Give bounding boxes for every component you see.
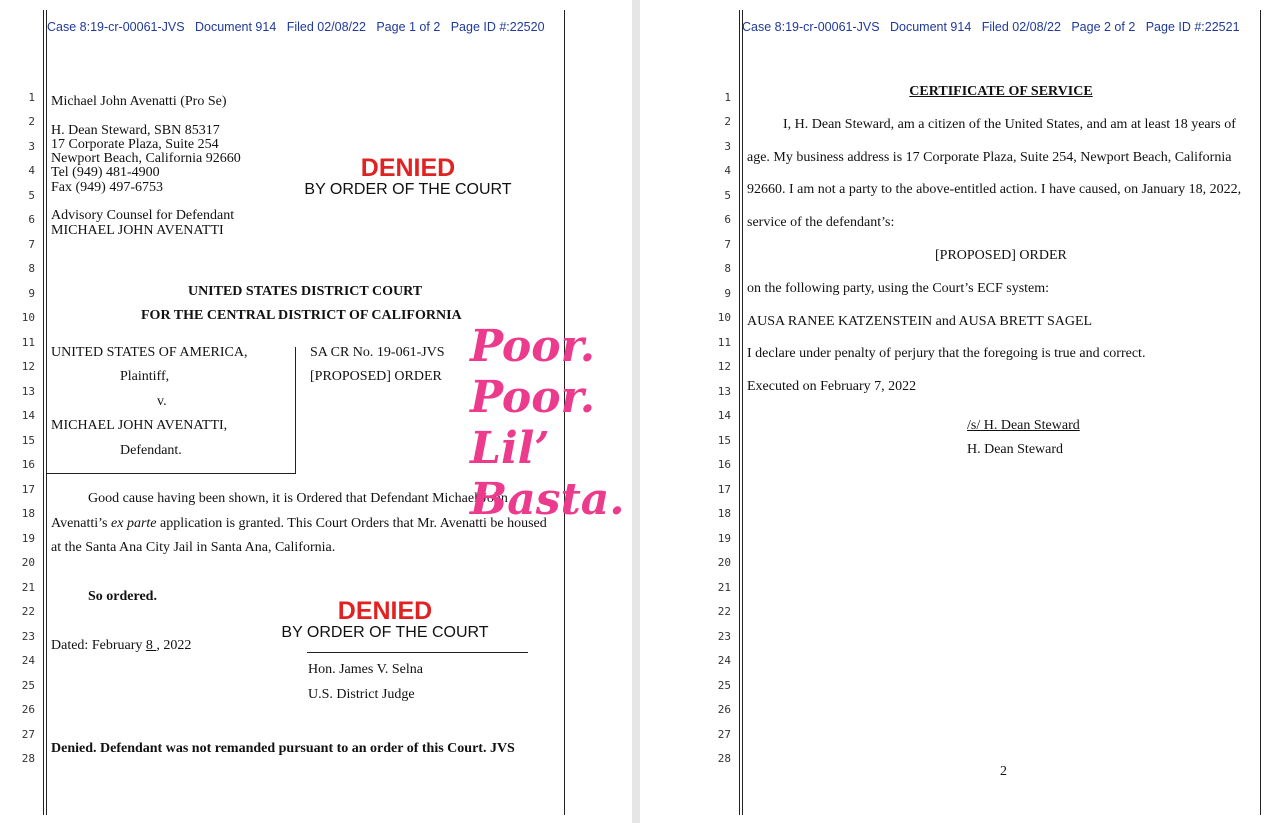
left-margin-line xyxy=(739,10,740,815)
line-number: 7 xyxy=(28,238,35,251)
line-number: 13 xyxy=(717,385,731,398)
line-number: 4 xyxy=(28,164,35,177)
dated-line xyxy=(51,638,191,653)
line-number: 23 xyxy=(21,630,35,643)
e-signature: /s/ H. Dean Steward xyxy=(967,418,1080,433)
certificate-text-line-3: 92660. I am not a party to the above-entitled action. I have caused, on January 18, 2022, xyxy=(747,182,1242,197)
right-margin-line xyxy=(1260,10,1261,815)
line-number: 2 xyxy=(724,115,731,128)
line-number: 20 xyxy=(717,556,731,569)
counsel-phone: Tel (949) 481-4900 xyxy=(51,165,160,180)
court-name: UNITED STATES DISTRICT COURT xyxy=(187,284,423,299)
handwritten-note: Poor. xyxy=(470,372,596,423)
dated-suffix: , 2022 xyxy=(156,638,192,653)
line-number: 6 xyxy=(28,213,35,226)
line-number: 5 xyxy=(724,189,731,202)
handwritten-note: Poor. xyxy=(470,321,596,372)
line-number: 15 xyxy=(21,434,35,447)
defendant-name: MICHAEL JOHN AVENATTI, xyxy=(51,418,228,433)
certificate-title: CERTIFICATE OF SERVICE xyxy=(909,84,1093,99)
line-number: 24 xyxy=(21,654,35,667)
line-number: 3 xyxy=(28,140,35,153)
line-number: 22 xyxy=(21,605,35,618)
line-number: 8 xyxy=(724,262,731,275)
signer-name: H. Dean Steward xyxy=(967,442,1064,457)
court-district: FOR THE CENTRAL DISTRICT OF CALIFORNIA xyxy=(141,308,462,323)
versus: v. xyxy=(157,394,167,409)
caption-divider xyxy=(295,347,296,474)
order-text-line-1: Good cause having been shown, it is Ordered that Defendant Michael John xyxy=(88,491,508,506)
line-number: 3 xyxy=(724,140,731,153)
line-number: 16 xyxy=(717,458,731,471)
line-number: 10 xyxy=(21,311,35,324)
line-number: 5 xyxy=(28,189,35,202)
left-margin-line xyxy=(742,10,743,815)
document-title: [PROPOSED] ORDER xyxy=(310,369,442,384)
counsel-name: H. Dean Steward, SBN 85317 xyxy=(51,123,220,138)
page-header: Case 8:19-cr-00061-JVS Document 914 Filed 02/08/22 Page 2 of 2 Page ID #:22521 xyxy=(742,20,1240,34)
document-page-2 xyxy=(640,0,1280,823)
certificate-text-line-4: service of the defendant’s: xyxy=(747,215,895,230)
line-number: 7 xyxy=(724,238,731,251)
line-number: 12 xyxy=(717,360,731,373)
line-number: 2 xyxy=(28,115,35,128)
signature-line xyxy=(307,652,528,653)
line-number: 11 xyxy=(21,336,35,349)
line-number: 24 xyxy=(717,654,731,667)
certificate-text-line-1: I, H. Dean Steward, am a citizen of the United States, and am at least 18 years of xyxy=(783,117,1236,132)
party-name: Michael John Avenatti (Pro Se) xyxy=(51,94,227,109)
line-number: 27 xyxy=(21,728,35,741)
served-parties: AUSA RANEE KATZENSTEIN and AUSA BRETT SAGEL xyxy=(747,314,1093,329)
line-number: 4 xyxy=(724,164,731,177)
line-number: 19 xyxy=(717,532,731,545)
counsel-address-1: 17 Corporate Plaza, Suite 254 xyxy=(51,137,219,152)
executed-date: Executed on February 7, 2022 xyxy=(747,379,917,394)
line-number: 6 xyxy=(724,213,731,226)
order-text-fragment: Avenatti’s xyxy=(51,516,112,531)
counsel-fax: Fax (949) 497-6753 xyxy=(51,180,163,195)
denied-stamp-caption: BY ORDER OF THE COURT xyxy=(281,624,489,641)
case-number: SA CR No. 19-061-JVS xyxy=(310,345,445,360)
dated-prefix: Dated: February xyxy=(51,638,146,653)
line-number: 19 xyxy=(21,532,35,545)
so-ordered: So ordered. xyxy=(88,589,157,604)
line-number: 1 xyxy=(28,91,35,104)
line-number: 14 xyxy=(717,409,731,422)
page-header: Case 8:19-cr-00061-JVS Document 914 Filed 02/08/22 Page 1 of 2 Page ID #:22520 xyxy=(47,20,545,34)
line-number: 21 xyxy=(717,581,731,594)
declaration: I declare under penalty of perjury that the foregoing is true and correct. xyxy=(747,346,1146,361)
plaintiff-role: Plaintiff, xyxy=(120,369,170,384)
dated-day: 8 xyxy=(145,638,157,653)
counsel-role-client: MICHAEL JOHN AVENATTI xyxy=(51,223,224,238)
line-number: 26 xyxy=(717,703,731,716)
page-number: 2 xyxy=(1000,764,1007,779)
plaintiff-name: UNITED STATES OF AMERICA, xyxy=(51,345,248,360)
denied-stamp-caption: BY ORDER OF THE COURT xyxy=(304,181,512,198)
line-number: 15 xyxy=(717,434,731,447)
service-method: on the following party, using the Court’s ECF system: xyxy=(747,281,1050,296)
judge-title: U.S. District Judge xyxy=(308,687,415,702)
line-number: 9 xyxy=(28,287,35,300)
counsel-address-2: Newport Beach, California 92660 xyxy=(51,151,241,166)
document-page-1 xyxy=(0,0,632,823)
line-number: 25 xyxy=(21,679,35,692)
line-number: 20 xyxy=(21,556,35,569)
line-number: 26 xyxy=(21,703,35,716)
line-number: 13 xyxy=(21,385,35,398)
line-number: 12 xyxy=(21,360,35,373)
line-number: 28 xyxy=(717,752,731,765)
line-number: 17 xyxy=(21,483,35,496)
line-number: 16 xyxy=(21,458,35,471)
counsel-role: Advisory Counsel for Defendant xyxy=(51,208,235,223)
denial-note: Denied. Defendant was not remanded pursuant to an order of this Court. JVS xyxy=(51,741,515,756)
line-number: 10 xyxy=(717,311,731,324)
judge-name: Hon. James V. Selna xyxy=(308,662,423,677)
left-margin-line xyxy=(46,10,47,815)
denied-stamp: DENIED xyxy=(360,154,456,182)
line-number: 28 xyxy=(21,752,35,765)
served-document: [PROPOSED] ORDER xyxy=(935,248,1067,263)
line-number: 27 xyxy=(717,728,731,741)
line-number: 18 xyxy=(717,507,731,520)
line-number: 9 xyxy=(724,287,731,300)
line-number: 1 xyxy=(724,91,731,104)
line-number: 23 xyxy=(717,630,731,643)
line-number: 17 xyxy=(717,483,731,496)
page-gutter xyxy=(632,0,640,823)
order-text-fragment: application is granted. This Court Orders that Mr. Avenatti be housed xyxy=(156,516,547,531)
ex-parte-term: ex parte xyxy=(111,516,157,531)
line-number: 21 xyxy=(21,581,35,594)
defendant-role: Defendant. xyxy=(120,443,182,458)
certificate-text-line-2: age. My business address is 17 Corporate Plaza, Suite 254, Newport Beach, California xyxy=(747,150,1232,165)
left-margin-line xyxy=(43,10,44,815)
line-number: 8 xyxy=(28,262,35,275)
denied-stamp: DENIED xyxy=(337,597,433,625)
line-number: 14 xyxy=(21,409,35,422)
line-number: 11 xyxy=(717,336,731,349)
handwritten-note: Basta. xyxy=(470,474,625,525)
line-number: 18 xyxy=(21,507,35,520)
caption-underline xyxy=(46,473,296,474)
line-number: 25 xyxy=(717,679,731,692)
line-number: 22 xyxy=(717,605,731,618)
handwritten-note: Lil’ xyxy=(470,423,550,474)
order-text-line-3: at the Santa Ana City Jail in Santa Ana, California. xyxy=(51,540,336,555)
